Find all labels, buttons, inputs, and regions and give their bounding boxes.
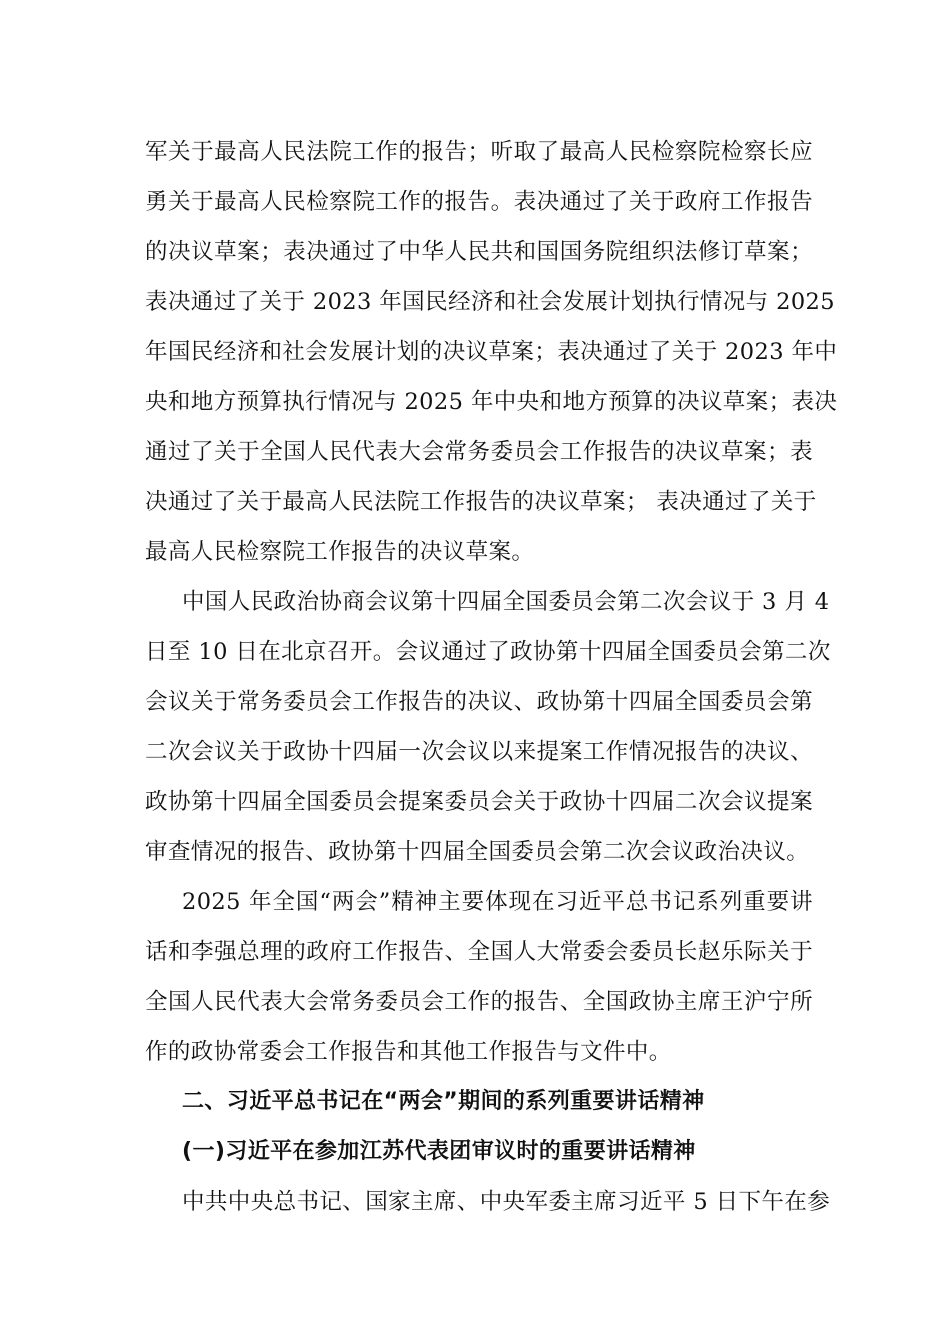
paragraph-line: 会议关于常务委员会工作报告的决议、政协第十四届全国委员会第 (145, 689, 813, 715)
paragraph-line: 全国人民代表大会常务委员会工作的报告、全国政协主席王沪宁所 (145, 989, 813, 1015)
paragraph-line: 二次会议关于政协十四届一次会议以来提案工作情况报告的决议、 (145, 739, 813, 765)
subsection-heading: (一)习近平在参加江苏代表团审议时的重要讲话精神 (182, 1139, 696, 1164)
paragraph-line: 勇关于最高人民检察院工作的报告。表决通过了关于政府工作报告 (145, 189, 813, 215)
paragraph-line: 的决议草案；表决通过了中华人民共和国国务院组织法修订草案； (145, 239, 813, 265)
paragraph-line: 决通过了关于最高人民法院工作报告的决议草案； 表决通过了关于 (145, 489, 817, 515)
paragraph-line: 最高人民检察院工作报告的决议草案。 (145, 539, 535, 565)
paragraph-line: 年国民经济和社会发展计划的决议草案；表决通过了关于 2023 年中 (145, 339, 838, 365)
paragraph-line: 2025 年全国“两会”精神主要体现在习近平总书记系列重要讲 (182, 889, 813, 915)
paragraph-line: 审查情况的报告、政协第十四届全国委员会第二次会议政治决议。 (145, 839, 810, 865)
paragraph-line: 军关于最高人民法院工作的报告；听取了最高人民检察院检察长应 (145, 139, 813, 165)
section-heading: 二、习近平总书记在“两会”期间的系列重要讲话精神 (182, 1089, 705, 1114)
paragraph-line: 日至 10 日在北京召开。会议通过了政协第十四届全国委员会第二次 (145, 639, 831, 665)
paragraph-line: 作的政协常委会工作报告和其他工作报告与文件中。 (145, 1039, 672, 1065)
paragraph-line: 央和地方预算执行情况与 2025 年中央和地方预算的决议草案；表决 (145, 389, 838, 415)
paragraph-line: 话和李强总理的政府工作报告、全国人大常委会委员长赵乐际关于 (145, 939, 813, 965)
paragraph-line: 中国人民政治协商会议第十四届全国委员会第二次会议于 3 月 4 (182, 589, 830, 615)
paragraph-line: 中共中央总书记、国家主席、中央军委主席习近平 5 日下午在参 (182, 1189, 831, 1215)
paragraph-line: 通过了关于全国人民代表大会常务委员会工作报告的决议草案；表 (145, 439, 813, 465)
paragraph-line: 表决通过了关于 2023 年国民经济和社会发展计划执行情况与 2025 (145, 289, 835, 315)
paragraph-line: 政协第十四届全国委员会提案委员会关于政协十四届二次会议提案 (145, 789, 813, 815)
